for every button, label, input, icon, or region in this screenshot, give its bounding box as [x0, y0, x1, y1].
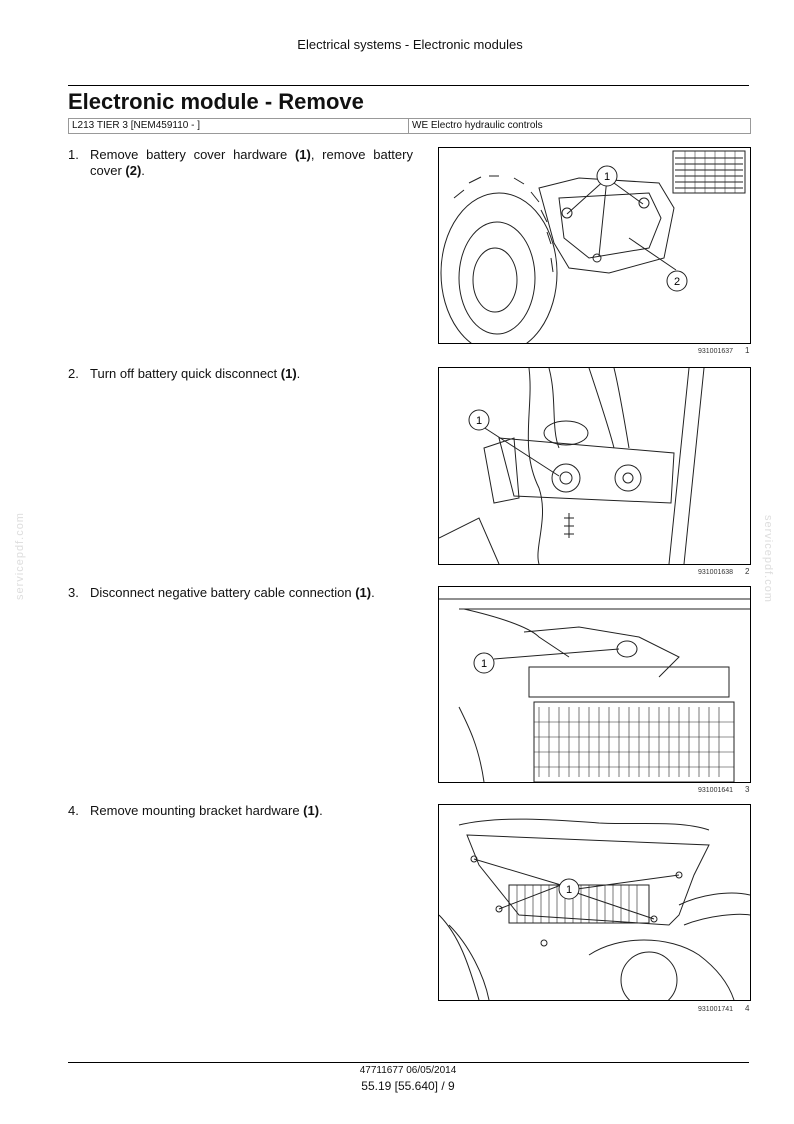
header-rule — [68, 85, 749, 86]
step-text: Disconnect negative battery cable connection (1). — [90, 585, 375, 600]
step-4 — [68, 803, 413, 819]
figure-number: 1 — [745, 346, 750, 355]
figure-2-quick-disconnect — [438, 367, 751, 565]
model-cell: L213 TIER 3 [NEM459110 - ] — [69, 119, 409, 133]
step-text: Turn off battery quick disconnect (1). — [90, 366, 301, 381]
figure-number: 2 — [745, 567, 750, 576]
watermark-right: servicepdf.com — [762, 515, 774, 603]
footer-rule — [68, 1062, 749, 1063]
footer-page-number: 55.19 [55.640] / 9 — [361, 1079, 455, 1093]
figure-code: 931001741 — [698, 1006, 734, 1013]
figure-1-illustration — [439, 148, 750, 343]
callout-2: 2 — [673, 276, 681, 288]
page-title: Electronic module - Remove — [68, 89, 364, 114]
figure-code: 931001641 — [698, 787, 734, 794]
callout-1: 1 — [480, 658, 488, 670]
running-header: Electrical systems - Electronic modules — [297, 37, 523, 52]
callout-1: 1 — [565, 884, 573, 896]
watermark-left: servicepdf.com — [14, 512, 26, 600]
step-text: Remove battery cover hardware (1), remove battery cover (2). — [90, 147, 413, 178]
figure-number: 4 — [745, 1004, 750, 1013]
figure-number: 3 — [745, 785, 750, 794]
figure-1-battery-cover — [438, 147, 751, 344]
callout-1: 1 — [603, 171, 611, 183]
figure-4-mounting-bracket — [438, 804, 751, 1001]
system-cell: WE Electro hydraulic controls — [412, 120, 543, 131]
figure-2-illustration — [439, 368, 750, 564]
applicability-table — [68, 118, 751, 134]
step-1 — [68, 147, 413, 179]
step-number: 4. — [68, 803, 79, 818]
figure-code: 931001638 — [698, 569, 734, 576]
step-number: 3. — [68, 585, 79, 600]
callout-1: 1 — [475, 415, 483, 427]
figure-3-negative-cable — [438, 586, 751, 783]
footer-doc-id: 47711677 06/05/2014 — [359, 1065, 457, 1076]
step-text: Remove mounting bracket hardware (1). — [90, 803, 323, 818]
step-3 — [68, 585, 413, 601]
figure-3-illustration — [439, 587, 750, 782]
step-2 — [68, 366, 413, 382]
step-number: 2. — [68, 366, 79, 381]
figure-4-illustration — [439, 805, 750, 1000]
figure-code: 931001637 — [698, 348, 734, 355]
step-number: 1. — [68, 147, 79, 162]
